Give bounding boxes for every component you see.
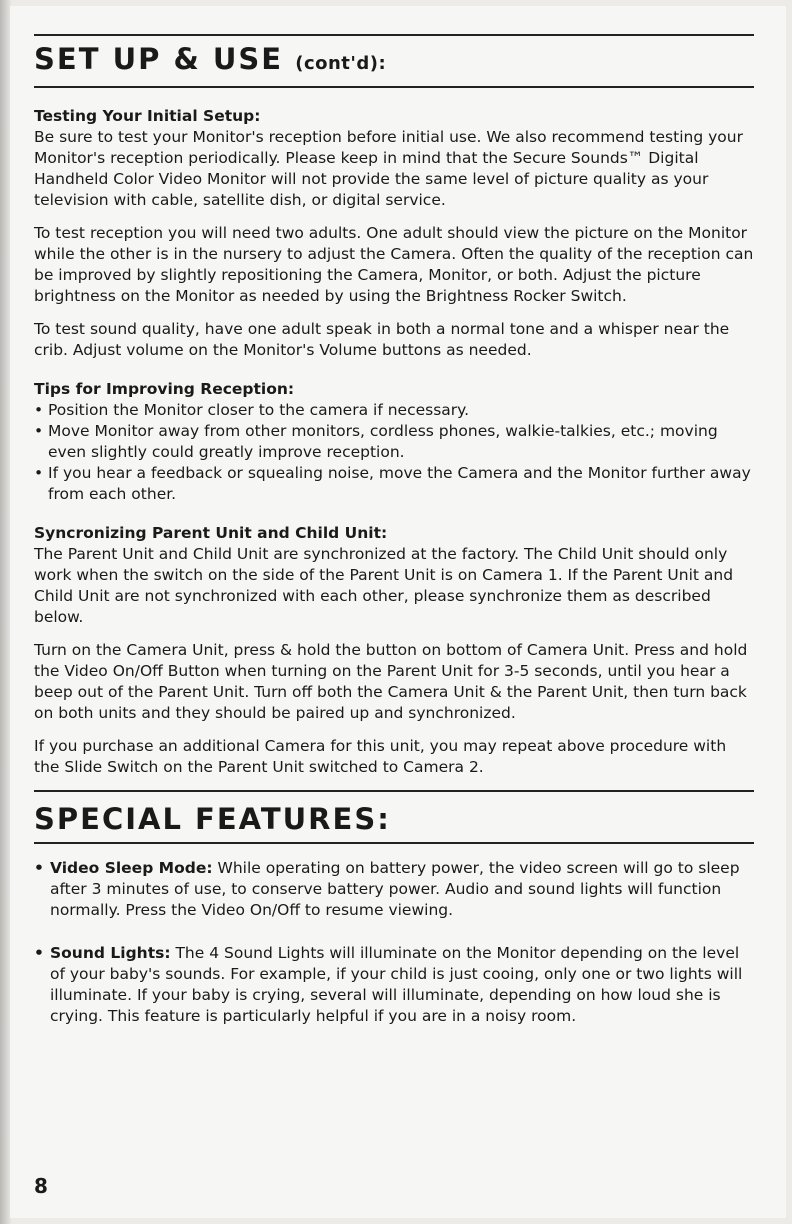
feature-label: Video Sleep Mode: — [50, 859, 213, 877]
tip-item: • Position the Monitor closer to the camera if necessary. — [34, 400, 754, 421]
tip-item: • If you hear a feedback or squealing noise, move the Camera and the Monitor further away from each other. — [34, 463, 754, 505]
feature-text: The 4 Sound Lights will illuminate on the Monitor depending on the level of your baby's sounds. For example, if your child is just cooing, only one or two lights will illuminate. If your baby is crying, several will illuminate, depending on how loud she is crying. This feature is particularly helpful if you are in a noisy room. — [50, 944, 743, 1025]
feature-item-video-sleep — [34, 858, 754, 921]
feature-label: Sound Lights: — [50, 944, 171, 962]
tip-item: • Move Monitor away from other monitors, cordless phones, walkie-talkies, etc.; moving even slightly could greatly improve reception. — [34, 421, 754, 463]
page-number: 8 — [34, 1174, 48, 1198]
feature-item-sound-lights — [34, 943, 754, 1027]
sync-paragraph: If you purchase an additional Camera for this unit, you may repeat above procedure with the Slide Switch on the Parent Unit switched to Camera 2. — [34, 737, 727, 776]
testing-paragraph: To test reception you will need two adults. One adult should view the picture on the Monitor while the other is in the nursery to adjust the Camera. Often the quality of the reception can be improved by slightly repositioning the Camera, Monitor, or both. Adjust the picture brightness on the Monitor as needed by using the Brightness Rocker Switch. — [34, 224, 754, 305]
tips-list — [34, 400, 754, 505]
testing-heading: Testing Your Initial Setup: — [34, 107, 261, 125]
sync-heading: Syncronizing Parent Unit and Child Unit: — [34, 524, 388, 542]
top-divider — [34, 34, 754, 36]
title-divider — [34, 86, 754, 88]
sync-paragraph: The Parent Unit and Child Unit are synchronized at the factory. The Child Unit should only work when the switch on the side of the Parent Unit is on Camera 1. If the Parent Unit and Child Unit are not synchronized with each other, please synchronize them as described below. — [34, 545, 734, 626]
tips-heading: Tips for Improving Reception: — [34, 380, 295, 398]
testing-paragraph: Be sure to test your Monitor's reception before initial use. We also recommend testing your Monitor's reception periodically. Please keep in mind that the Secure Sounds™ Digital Handheld Color Video Monitor will not provide the same level of picture quality as your television with cable, satellite dish, or digital service. — [34, 128, 743, 209]
section-title-setup — [34, 42, 754, 81]
testing-paragraph: To test sound quality, have one adult speak in both a normal tone and a whisper near the crib. Adjust volume on the Monitor's Volume buttons as needed. — [34, 320, 730, 359]
sync-paragraph: Turn on the Camera Unit, press & hold the button on bottom of Camera Unit. Press and hold the Video On/Off Button when turning on the Parent Unit for 3-5 seconds, until you hear a beep out of the Parent Unit. Turn off both the Camera Unit & the Parent Unit, then turn back on both units and they should be paired up and synchronized. — [34, 641, 748, 722]
title-suffix: (cont'd): — [295, 53, 387, 74]
feature-text: While operating on battery power, the video screen will go to sleep after 3 minutes of use, to conserve battery power. Audio and sound lights will function normally. Press the Video On/Off to resume viewing. — [50, 859, 740, 919]
features-title-divider — [34, 842, 754, 844]
page-content — [34, 34, 754, 1049]
features-top-divider — [34, 790, 754, 792]
title-text: SET UP & USE — [34, 42, 284, 76]
section-title-special-features: SPECIAL FEATURES: — [34, 802, 391, 836]
